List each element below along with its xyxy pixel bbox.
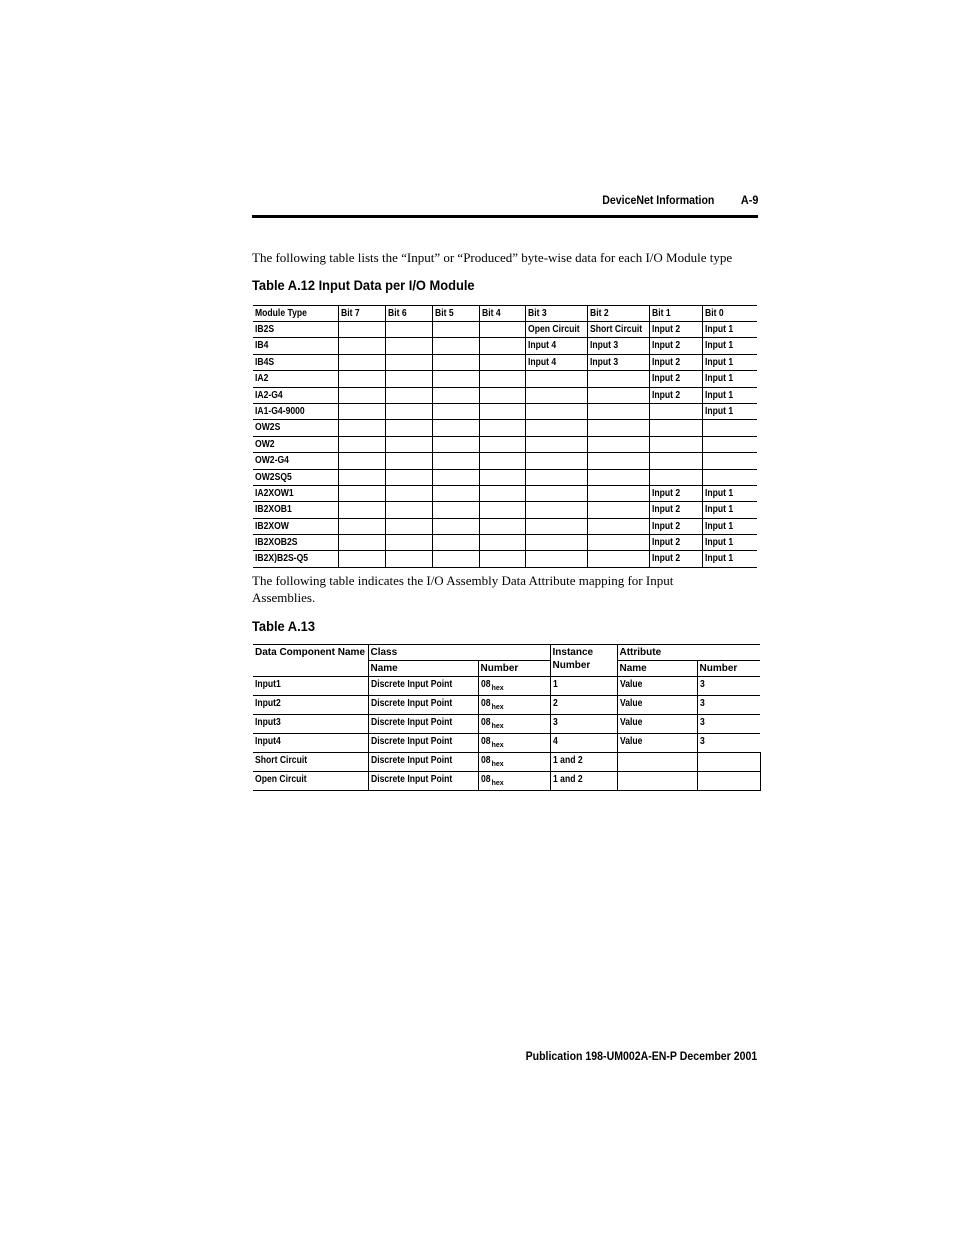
table-cell — [702, 420, 757, 436]
table-cell: Input 2 — [649, 387, 702, 403]
table-cell — [479, 485, 525, 501]
table-cell — [587, 436, 649, 452]
table-cell: OW2 — [253, 436, 338, 452]
table-row — [253, 338, 757, 354]
table-cell — [479, 535, 525, 551]
header-attribute: Attribute — [617, 645, 760, 661]
table-cell — [385, 338, 432, 354]
table-cell — [432, 502, 479, 518]
table-cell — [432, 371, 479, 387]
table-cell — [385, 535, 432, 551]
table-cell: 08 $_{hex}$ — [478, 696, 550, 715]
table-row — [253, 753, 760, 772]
input-data-table — [253, 305, 757, 568]
table-cell: IB4S — [253, 354, 338, 370]
table-cell — [617, 753, 697, 772]
table-cell: Discrete Input Point — [368, 677, 478, 696]
table-cell: Input1 — [253, 677, 368, 696]
table-cell: IB2XOB2S — [253, 535, 338, 551]
table-cell: 08 $_{hex}$ — [478, 753, 550, 772]
table-row — [253, 420, 757, 436]
table-cell — [525, 469, 587, 485]
table-cell — [479, 403, 525, 419]
table-cell: IA2 — [253, 371, 338, 387]
table-cell — [385, 551, 432, 567]
table-cell — [338, 518, 385, 534]
table-cell: Short Circuit — [587, 322, 649, 338]
assembly-mapping-table — [253, 644, 761, 791]
table-cell: 3 — [697, 696, 760, 715]
header-attribute-name: Name — [617, 661, 697, 677]
table-cell: Discrete Input Point — [368, 753, 478, 772]
table-cell — [338, 322, 385, 338]
table-cell — [525, 551, 587, 567]
table-cell: Input 2 — [649, 371, 702, 387]
table-row — [253, 469, 757, 485]
table-cell: Input 2 — [649, 502, 702, 518]
table-row — [253, 502, 757, 518]
column-header: Bit 3 — [525, 306, 587, 322]
header-class-name: Name — [368, 661, 478, 677]
table-row — [253, 436, 757, 452]
table-cell: Input 1 — [702, 535, 757, 551]
table-cell — [338, 338, 385, 354]
table-cell: Short Circuit — [253, 753, 368, 772]
table-cell: Input 1 — [702, 322, 757, 338]
table-cell: IA1-G4-9000 — [253, 403, 338, 419]
table-cell: Input 2 — [649, 535, 702, 551]
column-header: Bit 4 — [479, 306, 525, 322]
table-cell — [385, 469, 432, 485]
table-cell — [525, 420, 587, 436]
table-cell — [385, 485, 432, 501]
table-cell — [432, 436, 479, 452]
table-cell — [587, 535, 649, 551]
table-cell: Input 3 — [587, 354, 649, 370]
header-class: Class — [368, 645, 550, 661]
page-number: A-9 — [740, 193, 758, 207]
table-row — [253, 551, 757, 567]
table-cell — [338, 387, 385, 403]
table-cell — [432, 338, 479, 354]
table-cell: Input 4 — [525, 338, 587, 354]
table-cell — [479, 518, 525, 534]
table-cell — [697, 772, 760, 791]
table-cell: OW2-G4 — [253, 453, 338, 469]
table-cell — [525, 535, 587, 551]
table-cell: Input 1 — [702, 518, 757, 534]
table-cell — [432, 354, 479, 370]
table-cell: OW2SQ5 — [253, 469, 338, 485]
table-cell — [525, 453, 587, 469]
column-header: Bit 5 — [432, 306, 479, 322]
table-cell: Input2 — [253, 696, 368, 715]
table-cell: 08 $_{hex}$ — [478, 715, 550, 734]
table-cell — [697, 753, 760, 772]
table-cell: Input 1 — [702, 502, 757, 518]
table-cell: Open Circuit — [525, 322, 587, 338]
table-cell — [432, 551, 479, 567]
table-cell: Value — [617, 734, 697, 753]
table-cell: Input3 — [253, 715, 368, 734]
table-cell: 2 — [550, 696, 617, 715]
table-cell: 3 — [697, 715, 760, 734]
table-cell — [617, 772, 697, 791]
table-row — [253, 535, 757, 551]
table-cell — [385, 502, 432, 518]
table-cell — [338, 485, 385, 501]
table-cell — [525, 518, 587, 534]
table-cell — [338, 535, 385, 551]
table-cell — [702, 469, 757, 485]
table-cell — [338, 469, 385, 485]
table-cell — [385, 436, 432, 452]
column-header: Bit 7 — [338, 306, 385, 322]
table-cell: Input 4 — [525, 354, 587, 370]
table-cell — [649, 436, 702, 452]
table-cell — [432, 387, 479, 403]
table-cell — [432, 322, 479, 338]
table-row — [253, 734, 760, 753]
table-cell — [587, 420, 649, 436]
table-row — [253, 354, 757, 370]
table-cell: IB2XOB1 — [253, 502, 338, 518]
hex-subscript: hex — [491, 761, 504, 768]
table-row — [253, 677, 760, 696]
table-cell — [587, 502, 649, 518]
table-cell — [338, 502, 385, 518]
footer-publication: Publication 198-UM002A-EN-P December 2001 — [525, 1049, 757, 1063]
table-cell: 3 — [697, 734, 760, 753]
table-cell — [432, 485, 479, 501]
table-cell — [479, 420, 525, 436]
table-cell: 1 and 2 — [550, 753, 617, 772]
table-row — [253, 696, 760, 715]
column-header: Bit 1 — [649, 306, 702, 322]
table-cell — [702, 436, 757, 452]
table-row — [253, 387, 757, 403]
table-cell — [525, 371, 587, 387]
table-cell: IB4 — [253, 338, 338, 354]
table-cell — [385, 518, 432, 534]
table-cell — [479, 354, 525, 370]
table-cell — [432, 420, 479, 436]
table-cell: Value — [617, 696, 697, 715]
table-cell — [649, 403, 702, 419]
table-cell: 4 — [550, 734, 617, 753]
table-cell — [385, 354, 432, 370]
table-cell — [385, 403, 432, 419]
header-class-number: Number — [478, 661, 550, 677]
table-cell: Value — [617, 677, 697, 696]
table-cell: Input4 — [253, 734, 368, 753]
table-cell — [479, 387, 525, 403]
table-cell — [587, 453, 649, 469]
hex-subscript: hex — [491, 704, 504, 711]
table-cell — [338, 453, 385, 469]
table-cell: 3 — [697, 677, 760, 696]
table-cell — [432, 535, 479, 551]
header-title: DeviceNet Information — [601, 193, 714, 207]
table-cell — [525, 387, 587, 403]
table-cell — [702, 453, 757, 469]
table-cell — [338, 403, 385, 419]
table-cell: Open Circuit — [253, 772, 368, 791]
table-cell: Discrete Input Point — [368, 696, 478, 715]
column-header: Module Type — [253, 306, 338, 322]
table-row — [253, 518, 757, 534]
table-cell: Input 3 — [587, 338, 649, 354]
table-cell: Input 2 — [649, 485, 702, 501]
hex-subscript: hex — [491, 685, 504, 692]
table-cell — [432, 469, 479, 485]
header-data-component: Data Component Name — [253, 645, 368, 677]
table-row — [253, 322, 757, 338]
table-cell: Discrete Input Point — [368, 772, 478, 791]
table-cell: Input 1 — [702, 387, 757, 403]
table-cell — [479, 436, 525, 452]
table-header-row — [253, 306, 757, 322]
column-header: Bit 2 — [587, 306, 649, 322]
table-cell — [338, 354, 385, 370]
table-cell: 3 — [550, 715, 617, 734]
table-cell: Input 2 — [649, 338, 702, 354]
table-cell — [385, 322, 432, 338]
table-a12-caption: Table A.12 Input Data per I/O Module — [252, 277, 475, 293]
table-cell: 1 and 2 — [550, 772, 617, 791]
table-cell: Input 1 — [702, 338, 757, 354]
table-cell — [587, 518, 649, 534]
table-cell — [479, 469, 525, 485]
table-cell — [385, 453, 432, 469]
table-cell — [338, 551, 385, 567]
table-cell — [587, 403, 649, 419]
column-header: Bit 0 — [702, 306, 757, 322]
table-cell — [338, 436, 385, 452]
table-cell — [432, 453, 479, 469]
table-row — [253, 371, 757, 387]
table-cell: IA2XOW1 — [253, 485, 338, 501]
table-row — [253, 715, 760, 734]
table-cell: 08 $_{hex}$ — [478, 772, 550, 791]
table-cell: IB2XOW — [253, 518, 338, 534]
column-header: Bit 6 — [385, 306, 432, 322]
table-cell — [479, 551, 525, 567]
table-cell — [385, 420, 432, 436]
table-row — [253, 772, 760, 791]
table-cell: 08 $_{hex}$ — [478, 734, 550, 753]
table-cell: IB2S — [253, 322, 338, 338]
table-cell: Value — [617, 715, 697, 734]
table-cell: Input 1 — [702, 485, 757, 501]
table-cell — [587, 469, 649, 485]
table-cell — [587, 485, 649, 501]
table-cell: Input 2 — [649, 551, 702, 567]
table-row — [253, 403, 757, 419]
table-cell — [432, 403, 479, 419]
header-rule — [252, 215, 758, 218]
table-cell: 1 — [550, 677, 617, 696]
table-cell — [525, 403, 587, 419]
table-cell — [587, 551, 649, 567]
table-row — [253, 453, 757, 469]
table-cell — [338, 371, 385, 387]
hex-subscript: hex — [491, 723, 504, 730]
table-cell: Discrete Input Point — [368, 734, 478, 753]
table-cell — [587, 371, 649, 387]
hex-subscript: hex — [491, 742, 504, 749]
header-instance-number: Instance Number — [550, 645, 617, 677]
hex-subscript: hex — [491, 780, 504, 787]
table-cell: 08 $_{hex}$ — [478, 677, 550, 696]
table-cell: Input 1 — [702, 551, 757, 567]
table-cell: Input 2 — [649, 518, 702, 534]
table-cell: IB2X)B2S-Q5 — [253, 551, 338, 567]
table-header-row — [253, 645, 760, 661]
table-cell — [385, 387, 432, 403]
table-cell — [479, 322, 525, 338]
table-cell: Discrete Input Point — [368, 715, 478, 734]
table-cell — [525, 436, 587, 452]
header-attribute-number: Number — [697, 661, 760, 677]
table-cell: Input 2 — [649, 354, 702, 370]
table-cell: Input 1 — [702, 403, 757, 419]
table-cell — [587, 387, 649, 403]
table-cell — [432, 518, 479, 534]
table-cell — [479, 338, 525, 354]
table-cell — [525, 502, 587, 518]
table-cell — [649, 469, 702, 485]
intro-paragraph-1: The following table lists the “Input” or “Produced” byte-wise data for each I/O Module type — [252, 250, 733, 265]
table-cell: Input 2 — [649, 322, 702, 338]
table-cell: Input 1 — [702, 354, 757, 370]
table-cell — [479, 371, 525, 387]
table-a13-caption: Table A.13 — [252, 618, 315, 634]
table-cell: IA2-G4 — [253, 387, 338, 403]
table-row — [253, 485, 757, 501]
intro-paragraph-2: The following table indicates the I/O Assembly Data Attribute mapping for Input Assemblies. — [252, 573, 674, 605]
running-header — [252, 193, 758, 209]
table-cell — [525, 485, 587, 501]
table-cell: Input 1 — [702, 371, 757, 387]
table-cell — [338, 420, 385, 436]
table-cell — [649, 420, 702, 436]
table-cell — [385, 371, 432, 387]
table-cell — [479, 502, 525, 518]
table-cell — [479, 453, 525, 469]
table-cell: OW2S — [253, 420, 338, 436]
table-cell — [649, 453, 702, 469]
